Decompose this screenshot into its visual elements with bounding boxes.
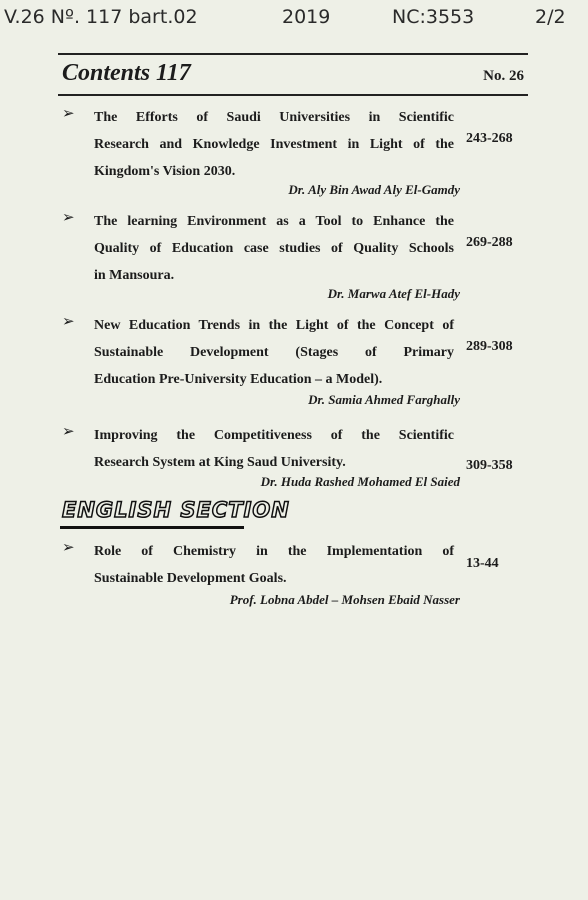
handwritten-part-note: 2/2 — [535, 6, 566, 28]
page-title: Contents 117 — [62, 60, 191, 86]
entry-title-line: The learning Environment as a Tool to Enhance the — [94, 214, 454, 229]
arrow-bullet-icon: ➢ — [62, 106, 75, 122]
arrow-bullet-icon: ➢ — [62, 424, 75, 440]
entry-page-range: 269-288 — [466, 235, 513, 250]
handwritten-volume-note: V.26 Nº. 117 bart.02 — [4, 6, 198, 28]
entry-author: Dr. Samia Ahmed Farghally — [308, 392, 460, 407]
entry-title-line: Education Pre-University Education – a Model). — [94, 372, 383, 387]
entry-page-range: 289-308 — [466, 339, 513, 354]
entry-page-range: 13-44 — [466, 556, 499, 571]
section-heading: ENGLISH SECTION — [62, 498, 290, 522]
entry-title — [94, 422, 454, 476]
entry-title-line: Kingdom's Vision 2030. — [94, 164, 236, 179]
entry-page-range: 243-268 — [466, 131, 513, 146]
arrow-bullet-icon: ➢ — [62, 210, 75, 226]
handwritten-annotation — [0, 6, 588, 36]
entry-title-line: Role of Chemistry in the Implementation of — [94, 544, 454, 559]
entry-title-line: Sustainable Development (Stages of Primary — [94, 345, 454, 360]
entry-title-line: The Efforts of Saudi Universities in Scientific — [94, 110, 454, 125]
entry-title-line: New Education Trends in the Light of the Concept of — [94, 318, 454, 333]
entry-title — [94, 104, 454, 185]
entry-page-range: 309-358 — [466, 458, 513, 473]
section-underline — [60, 526, 244, 529]
entry-title — [94, 538, 454, 592]
entry-title — [94, 312, 454, 393]
contents-header — [62, 58, 524, 90]
entry-author: Prof. Lobna Abdel – Mohsen Ebaid Nasser — [229, 592, 460, 607]
entry-title-line: Improving the Competitiveness of the Scientific — [94, 428, 454, 443]
entry-author: Dr. Aly Bin Awad Aly El-Gamdy — [288, 182, 460, 197]
entry-title-line: in Mansoura. — [94, 268, 175, 283]
handwritten-year-note: 2019 — [282, 6, 331, 28]
entry-title-line: Research System at King Saud University. — [94, 455, 346, 470]
arrow-bullet-icon: ➢ — [62, 314, 75, 330]
entry-title-line: Research and Knowledge Investment in Light of the — [94, 137, 454, 152]
entry-title — [94, 208, 454, 289]
header-top-rule — [58, 53, 528, 55]
issue-number: No. 26 — [483, 68, 524, 84]
entry-author: Dr. Marwa Atef El-Hady — [327, 286, 460, 301]
entry-author: Dr. Huda Rashed Mohamed El Saied — [260, 474, 460, 489]
entry-title-line: Sustainable Development Goals. — [94, 571, 287, 586]
entry-title-line: Quality of Education case studies of Quality Schools — [94, 241, 454, 256]
handwritten-catalog-note: NC:3553 — [392, 6, 475, 28]
header-bottom-rule — [58, 94, 528, 96]
arrow-bullet-icon: ➢ — [62, 540, 75, 556]
